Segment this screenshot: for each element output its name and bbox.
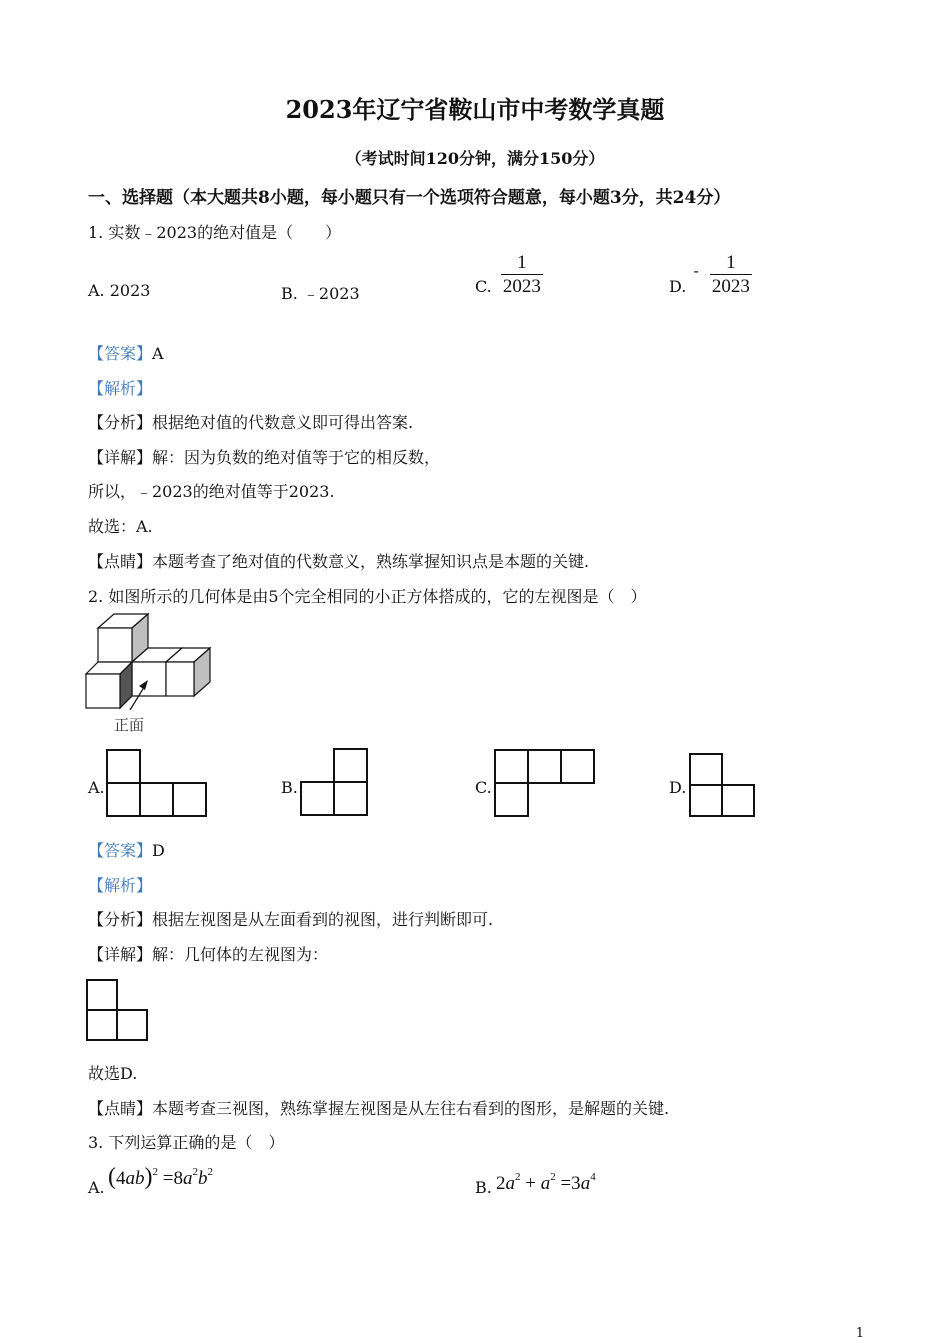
denominator: 2023 [711,276,750,297]
answer-value: D [152,841,165,860]
numerator: 1 [517,252,527,273]
fraction [710,252,752,299]
fraction [501,252,543,299]
q2-option-c-figure [494,749,596,817]
q1-option-c-label: C. [475,277,492,296]
cube-front-face [86,674,120,708]
q1-xiangjie: 【详解】解：因为负数的绝对值等于它的相反数， [88,448,441,467]
q3-option-a-label: A. [88,1178,105,1197]
q1-option-d [669,252,752,299]
q2-analysis-tag: 【解析】 [88,876,153,895]
q1-option-d-label: D. [669,277,687,296]
q3-option-b-label: B. [475,1178,492,1197]
answer-tag: 【答案】 [88,841,153,860]
cube-front-face [132,662,166,696]
q2-option-b-label: B. [281,778,298,797]
q1-stem: 1. 实数﹣2023的绝对值是（ ） [88,223,342,242]
cube-figure [86,612,216,712]
minus-sign: - [693,262,699,280]
q2-xiangjie: 【详解】解：几何体的左视图为： [88,945,329,964]
exam-info: （考试时间120分钟，满分150分） [345,149,605,168]
q2-option-d-label: D. [669,778,687,797]
q1-dianjing: 【点睛】本题考查了绝对值的代数意义，熟练掌握知识点是本题的关键. [88,552,590,571]
page-number: 1 [855,1326,864,1341]
q1-answer [88,341,164,364]
q2-dianjing: 【点睛】本题考查三视图，熟练掌握左视图是从左往右看到的图形，是解题的关键. [88,1099,670,1118]
q2-option-a-figure [106,749,208,817]
answer-value: A [152,344,164,363]
q1-option-b: B. ﹣2023 [281,284,360,303]
q3-stem: 3. 下列运算正确的是（ ） [88,1133,285,1152]
q1-choice: 故选：A. [88,517,153,536]
q2-option-b-figure [300,748,370,818]
q2-fenxi: 【分析】根据左视图是从左面看到的视图，进行判断即可. [88,910,494,929]
front-label: 正面 [114,716,145,734]
section-heading: 一、选择题（本大题共8小题，每小题只有一个选项符合题意，每小题3分，共24分） [88,188,731,208]
q2-answer [88,838,165,861]
q2-option-a-label: A. [88,778,105,797]
q1-fenxi: 【分析】根据绝对值的代数意义即可得出答案. [88,413,414,432]
left-view-figure [86,979,150,1041]
cube-front-face [98,628,132,662]
numerator: 1 [726,252,736,273]
denominator: 2023 [502,276,541,297]
q1-option-a: A. 2023 [88,281,151,300]
page-title: 2023年辽宁省鞍山市中考数学真题 [285,95,665,124]
q1-analysis-tag: 【解析】 [88,379,153,398]
q2-option-d-figure [689,753,757,819]
q3-option-b-formula: $2a^2 + a^2 =3a^4$ [496,1171,596,1194]
q1-option-c [475,252,543,299]
cube-front-face [166,662,194,696]
q1-detail-line: 所以，﹣2023的绝对值等于2023. [88,482,335,501]
q2-choice: 故选D. [88,1064,138,1083]
answer-tag: 【答案】 [88,344,153,363]
q2-stem: 2. 如图所示的几何体是由5个完全相同的小正方体搭成的，它的左视图是（ ） [88,587,647,606]
q2-option-c-label: C. [475,778,492,797]
q3-option-a-formula: $(4ab)^2 =8a^2b^2$ [108,1164,213,1190]
